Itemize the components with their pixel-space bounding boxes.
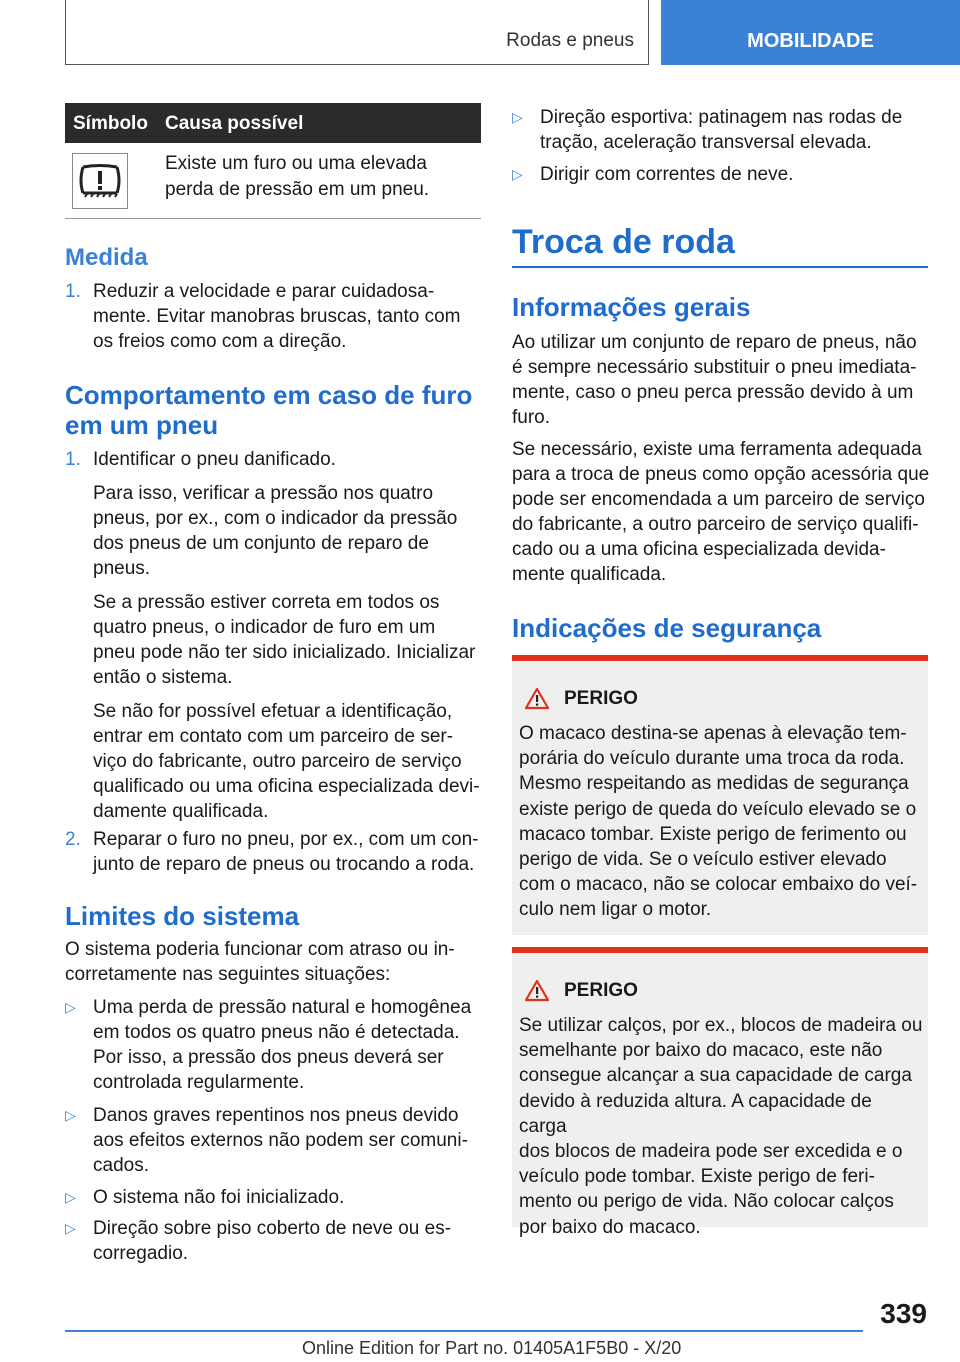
chapter-tab[interactable]: MOBILIDADE bbox=[661, 0, 960, 65]
triangle-bullet-icon: ▷ bbox=[65, 1220, 76, 1236]
triangle-bullet-icon: ▷ bbox=[65, 1107, 76, 1123]
triangle-bullet-icon: ▷ bbox=[512, 166, 523, 182]
list-text bbox=[93, 279, 461, 354]
danger-box bbox=[512, 947, 928, 1238]
warning-triangle-icon bbox=[524, 687, 550, 710]
cause-line: perda de pressão em um pneu. bbox=[165, 179, 430, 200]
list-number: 1. bbox=[65, 281, 81, 302]
text-para: Se a pressão estiver correta em todos os quatro pneus, o indicador de furo em um pneu pode não ter sido inicializado. Inicializar então o sistema. bbox=[93, 592, 476, 688]
heading-comportamento bbox=[65, 380, 472, 440]
list-number: 1. bbox=[65, 449, 81, 470]
danger-label: PERIGO bbox=[524, 979, 638, 1002]
text-para: Identificar o pneu danificado. bbox=[93, 449, 336, 470]
list-text: Reparar o furo no pneu, por ex., com um con- junto de reparo de pneus ou trocando a roda. bbox=[93, 829, 479, 875]
heading-informacoes-gerais: Informações gerais bbox=[512, 292, 751, 322]
danger-text: O macaco destina-se apenas à elevação tem- porária do veículo durante uma troca da roda. Mesmo respeitando as medidas de segurança existe perigo de queda do veículo elevado se o macaco tombar. Existe perigo de ferimento ou perigo de vida. Se o veículo estiver elevado com o macaco, não se colocar embaixo do veí- culo nem ligar o motor. bbox=[519, 723, 918, 921]
warning-triangle-icon bbox=[524, 979, 550, 1002]
symbol-table-header bbox=[65, 103, 481, 143]
heading-indicacoes-seguranca: Indicações de segurança bbox=[512, 613, 822, 643]
danger-text: Se utilizar calços, por ex., blocos de madeira ou semelhante por baixo do macaco, este não consegue alcançar a sua capacidade de carga devido à reduzida altura. A capacidade de carga dos blocos de madeira pode ser excedida e o veículo pode tombar. Existe perigo de feri- mento ou perigo de vida. Não colocar calços por baixo do macaco. bbox=[519, 1015, 923, 1238]
limites-intro: O sistema poderia funcionar com atraso ou in- corretamente nas seguintes situações: bbox=[65, 939, 455, 985]
danger-label: PERIGO bbox=[524, 687, 638, 710]
heading-line: Comportamento em caso de furo bbox=[65, 380, 473, 410]
text-line: os freios como com a direção. bbox=[93, 331, 347, 352]
heading-limites: Limites do sistema bbox=[65, 901, 300, 931]
text-line: Reduzir a velocidade e parar cuidadosa- bbox=[93, 281, 435, 302]
triangle-bullet-icon: ▷ bbox=[65, 1189, 76, 1205]
list-text bbox=[93, 447, 485, 833]
heading-medida: Medida bbox=[65, 244, 148, 271]
danger-box bbox=[512, 655, 928, 935]
cause-line: Existe um furo ou uma elevada bbox=[165, 153, 427, 174]
col-cause: Causa possível bbox=[165, 113, 304, 134]
triangle-bullet-icon: ▷ bbox=[65, 999, 76, 1015]
footer-divider bbox=[65, 1330, 863, 1332]
info-paragraph-1: Ao utilizar um conjunto de reparo de pneus, não é sempre necessário substituir o pneu imediata- mente, caso o pneu perca pressão devido à um furo. bbox=[512, 332, 917, 428]
col-symbol: Símbolo bbox=[73, 113, 148, 134]
text-line: mente. Evitar manobras bruscas, tanto com bbox=[93, 306, 461, 327]
heading-troca-de-roda: Troca de roda bbox=[512, 223, 735, 261]
footer-edition: Online Edition for Part no. 01405A1F5B0 - X/20 bbox=[302, 1338, 682, 1358]
triangle-bullet-icon: ▷ bbox=[512, 109, 523, 125]
list-number: 2. bbox=[65, 829, 81, 850]
section-title: Rodas e pneus bbox=[506, 30, 634, 51]
tire-pressure-warning-icon bbox=[72, 153, 128, 209]
table-row bbox=[65, 143, 481, 219]
table-cause-text bbox=[165, 151, 465, 203]
heading-underline bbox=[512, 266, 928, 268]
info-paragraph-2: Se necessário, existe uma ferramenta adequada para a troca de pneus como opção acessória que pode ser encomendada a um parceiro de serviço do fabricante, a outro parceiro de serviço qualifi- cado ou a uma oficina especializada devida- mente qualificada. bbox=[512, 439, 930, 585]
text-para: Para isso, verificar a pressão nos quatro pneus, por ex., com o indicador da pressão dos pneus de um conjunto de reparo de pneus. bbox=[93, 483, 458, 579]
text-para: Se não for possível efetuar a identificação, entrar em contato com um parceiro de ser- viço do fabricante, outro parceiro de serviço qualificado ou uma oficina especializada devi- damente qualificada. bbox=[93, 701, 480, 822]
heading-line: em um pneu bbox=[65, 410, 219, 440]
header-box bbox=[65, 0, 649, 65]
page-number: 339 bbox=[880, 1298, 927, 1329]
